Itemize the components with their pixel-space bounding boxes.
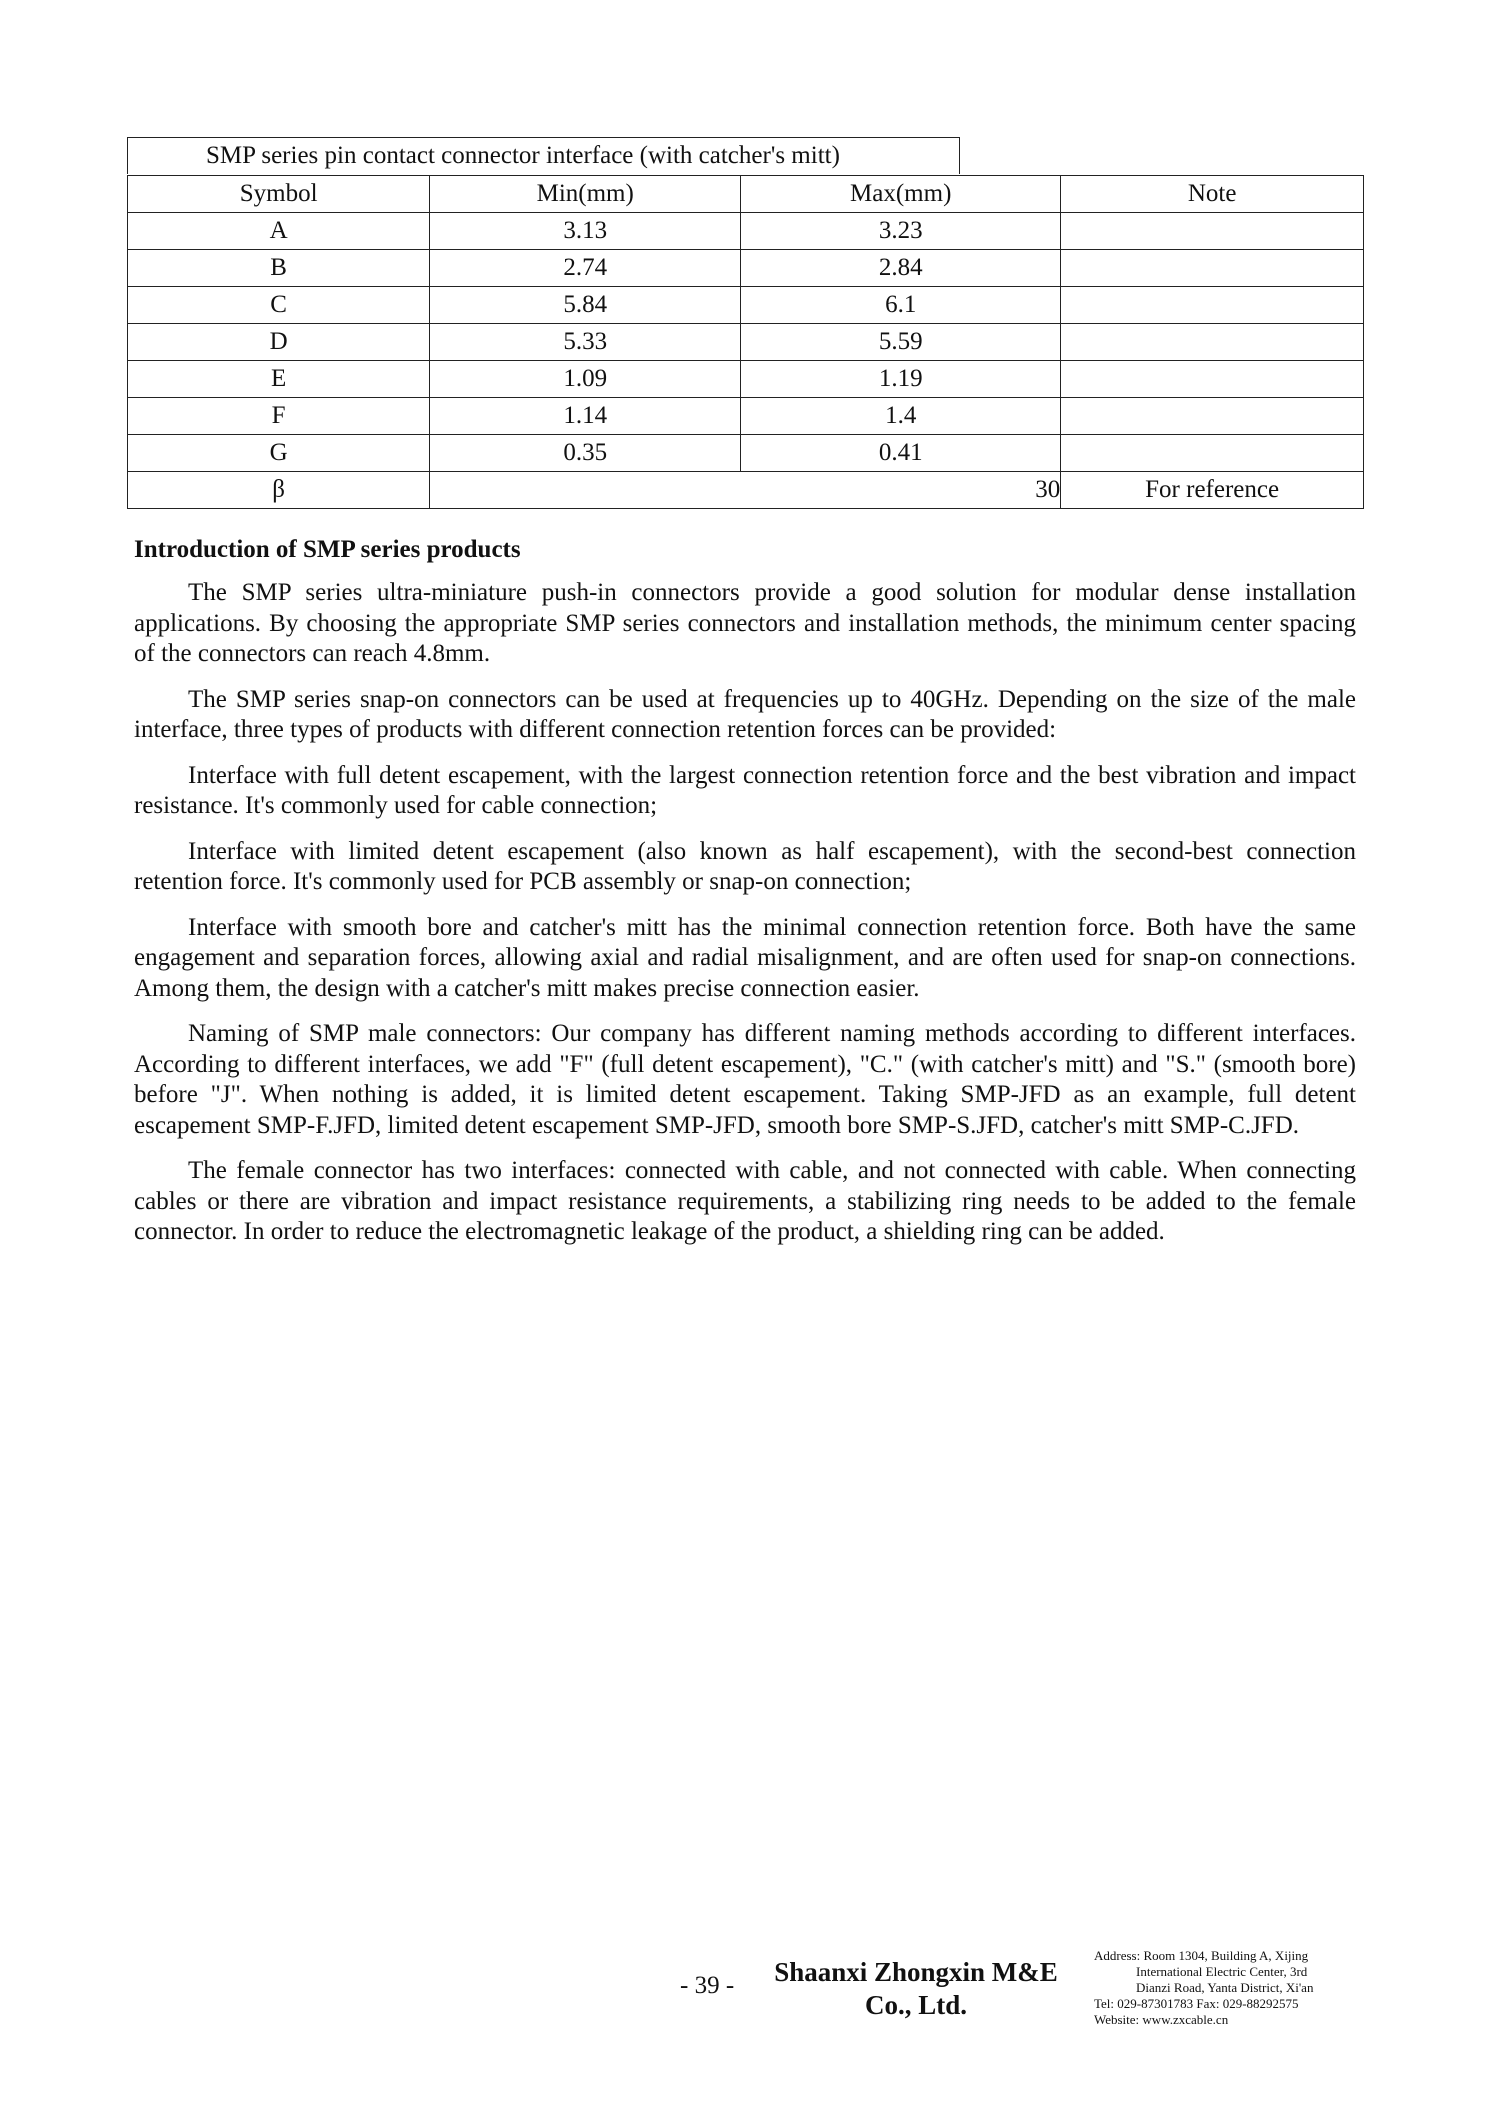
- header-min: Min(mm): [430, 176, 741, 213]
- table-row: [128, 435, 1364, 472]
- table-row: [128, 213, 1364, 250]
- contact-phone-fax: Tel: 029-87301783 Fax: 029-88292575: [1094, 1996, 1299, 2011]
- cell-note: [1061, 324, 1364, 361]
- cell-min: 0.35: [430, 435, 741, 472]
- body-paragraph: Interface with limited detent escapement (also known as half escapement), with the second-best connection retention force. It's commonly used for PCB assembly or snap-on connection;: [134, 837, 1356, 895]
- address-line: Dianzi Road, Yanta District, Xi'an: [1136, 1980, 1314, 1995]
- table-caption: SMP series pin contact connector interface (with catcher's mitt): [127, 137, 960, 174]
- body-paragraph: Naming of SMP male connectors: Our company has different naming methods according to different interfaces. According to different interfaces, we add "F" (full detent escapement), "C." (with catcher's mitt) and "S." (smooth bore) before "J". When nothing is added, it is limited detent escapement. Taking SMP-JFD as an example, full detent escapement SMP-F.JFD, limited detent escapement SMP-JFD, smooth bore SMP-S.JFD, catcher's mitt SMP-C.JFD.: [134, 1020, 1356, 1139]
- body-paragraph: The female connector has two interfaces: connected with cable, and not connected with cable. When connecting cables or there are vibration and impact resistance requirements, a stabilizing ring needs to be added to the female connector. In order to reduce the electromagnetic leakage of the product, a shielding ring can be added.: [134, 1157, 1356, 1245]
- cell-value-merged: 30: [430, 472, 1061, 509]
- table-row: [128, 361, 1364, 398]
- cell-note: [1061, 398, 1364, 435]
- table-row: [128, 287, 1364, 324]
- cell-symbol: G: [128, 435, 430, 472]
- cell-max: 2.84: [741, 250, 1061, 287]
- cell-max: 1.4: [741, 398, 1061, 435]
- cell-max: 1.19: [741, 361, 1061, 398]
- table-header-row: [128, 176, 1364, 213]
- company-name: [766, 1956, 1066, 2022]
- cell-note: [1061, 361, 1364, 398]
- cell-note: [1061, 287, 1364, 324]
- cell-min: 5.84: [430, 287, 741, 324]
- cell-symbol: D: [128, 324, 430, 361]
- spec-table: [127, 175, 1364, 509]
- table-row: [128, 250, 1364, 287]
- cell-max: 3.23: [741, 213, 1061, 250]
- cell-min: 1.09: [430, 361, 741, 398]
- cell-symbol: C: [128, 287, 430, 324]
- cell-symbol: F: [128, 398, 430, 435]
- website: Website: www.zxcable.cn: [1094, 2012, 1229, 2027]
- company-name-line2: Co., Ltd.: [864, 1990, 967, 2020]
- cell-symbol: E: [128, 361, 430, 398]
- body-text: [134, 578, 1356, 1263]
- cell-min: 1.14: [430, 398, 741, 435]
- cell-symbol: B: [128, 250, 430, 287]
- cell-min: 5.33: [430, 324, 741, 361]
- cell-note: [1061, 250, 1364, 287]
- cell-min: 3.13: [430, 213, 741, 250]
- table-row: [128, 398, 1364, 435]
- company-address: [1094, 1948, 1334, 2028]
- address-line: Address: Room 1304, Building A, Xijing: [1094, 1948, 1309, 1963]
- cell-note: [1061, 435, 1364, 472]
- cell-note: [1061, 213, 1364, 250]
- table-row: [128, 472, 1364, 509]
- cell-note: For reference: [1061, 472, 1364, 509]
- cell-max: 0.41: [741, 435, 1061, 472]
- cell-max: 5.59: [741, 324, 1061, 361]
- cell-max: 6.1: [741, 287, 1061, 324]
- cell-symbol: A: [128, 213, 430, 250]
- header-note: Note: [1061, 176, 1364, 213]
- body-paragraph: The SMP series ultra-miniature push-in connectors provide a good solution for modular dense installation applications. By choosing the appropriate SMP series connectors and installation methods, the minimum center spacing of the connectors can reach 4.8mm.: [134, 579, 1356, 667]
- table-row: [128, 324, 1364, 361]
- body-paragraph: Interface with full detent escapement, with the largest connection retention force and the best vibration and impact resistance. It's commonly used for cable connection;: [134, 761, 1356, 819]
- header-max: Max(mm): [741, 176, 1061, 213]
- cell-min: 2.74: [430, 250, 741, 287]
- page-number: - 39 -: [680, 1972, 735, 1999]
- body-paragraph: Interface with smooth bore and catcher's mitt has the minimal connection retention force. Both have the same engagement and separation forces, allowing axial and radial misalignment, and are often used for snap-on connections. Among them, the design with a catcher's mitt makes precise connection easier.: [134, 913, 1356, 1002]
- body-paragraph: The SMP series snap-on connectors can be used at frequencies up to 40GHz. Depending on the size of the male interface, three types of products with different connection retention forces can be provided:: [134, 685, 1356, 743]
- address-line: International Electric Center, 3rd: [1136, 1964, 1308, 1979]
- cell-symbol: β: [128, 472, 430, 509]
- header-symbol: Symbol: [128, 176, 430, 213]
- section-heading: Introduction of SMP series products: [134, 536, 521, 563]
- company-name-line1: Shaanxi Zhongxin M&E: [774, 1957, 1058, 1987]
